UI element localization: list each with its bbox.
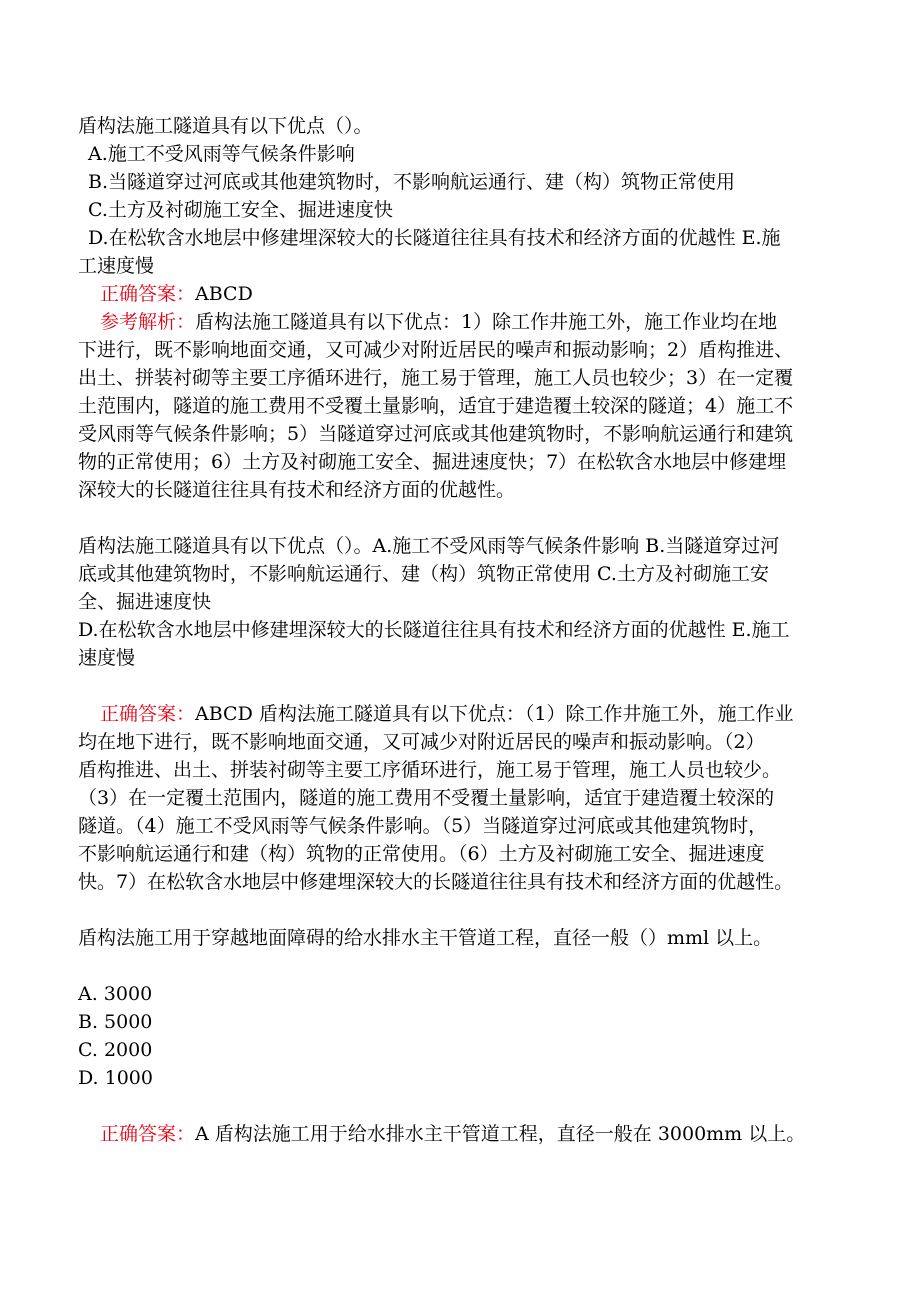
q2-line-1: 盾构法施工隧道具有以下优点（）。A.施工不受风雨等气候条件影响 B.当隧道穿过河: [78, 535, 780, 557]
q1-option-d: D.在松软含水地层中修建埋深较大的长隧道往往具有技术和经济方面的优越性 E.施: [88, 227, 781, 249]
q2-answer-line-1: 正确答案：ABCD 盾构法施工隧道具有以下优点：（1）除工作井施工外，施工作业: [100, 703, 794, 725]
q1-analysis-line-3: 出土、拼装衬砌等主要工序循环进行，施工易于管理，施工人员也较少；3）在一定覆: [78, 367, 794, 389]
q2-line-4: D.在松软含水地层中修建埋深较大的长隧道往往具有技术和经济方面的优越性 E.施工: [78, 619, 790, 641]
q2-answer-line-5: 隧道。（4）施工不受风雨等气候条件影响。（5）当隧道穿过河底或其他建筑物时，: [78, 815, 768, 837]
q2-line-5: 速度慢: [78, 647, 136, 669]
q1-option-a: A.施工不受风雨等气候条件影响: [88, 143, 355, 165]
q3-answer-label: 正确答案：: [100, 1123, 196, 1145]
q1-option-c: C.土方及衬砌施工安全、掘进速度快: [88, 199, 393, 221]
q1-answer-value: ABCD: [195, 283, 253, 305]
q2-answer-line-2: 均在地下进行，既不影响地面交通，又可减少对附近居民的噪声和振动影响。（2）: [78, 731, 765, 753]
q2-line-2: 底或其他建筑物时，不影响航运通行、建（构）筑物正常使用 C.土方及衬砌施工安: [78, 563, 769, 585]
q1-stem: 盾构法施工隧道具有以下优点（）。: [78, 115, 373, 137]
q3-option-c: C. 2000: [78, 1039, 153, 1061]
q1-analysis-label: 参考解析：: [100, 311, 196, 333]
q1-analysis-line-2: 下进行，既不影响地面交通，又可减少对附近居民的噪声和振动影响；2）盾构推进、: [78, 339, 794, 361]
q1-analysis-line-1: 参考解析：盾构法施工隧道具有以下优点：1）除工作井施工外，施工作业均在地: [100, 311, 778, 333]
q2-answer-line-4: （3）在一定覆土范围内，隧道的施工费用不受覆土量影响，适宜于建造覆土较深的: [78, 787, 775, 809]
q1-analysis-line-5: 受风雨等气候条件影响；5）当隧道穿过河底或其他建筑物时，不影响航运通行和建筑: [78, 423, 794, 445]
q3-stem: 盾构法施工用于穿越地面障碍的给水排水主干管道工程，直径一般（）mml 以上。: [78, 927, 773, 949]
q1-option-b: B.当隧道穿过河底或其他建筑物时，不影响航运通行、建（构）筑物正常使用: [88, 171, 736, 193]
q1-analysis-line-7: 深较大的长隧道往往具有技术和经济方面的优越性。: [78, 479, 516, 501]
q3-answer-value: A 盾构法施工用于给水排水主干管道工程，直径一般在 3000mm 以上。: [195, 1123, 806, 1145]
q2-answer-line-3: 盾构推进、出土、拼装衬砌等主要工序循环进行，施工易于管理，施工人员也较少。: [78, 759, 782, 781]
q3-option-a: A. 3000: [78, 983, 153, 1005]
q3-option-b: B. 5000: [78, 1011, 153, 1033]
q2-line-3: 全、掘进速度快: [78, 591, 212, 613]
q2-answer-line-6: 不影响航运通行和建（构）筑物的正常使用。（6）土方及衬砌施工安全、掘进速度: [78, 843, 765, 865]
q1-answer-label: 正确答案：: [100, 283, 196, 305]
q3-answer: [100, 1120, 805, 1148]
q2-answer-label: 正确答案：: [100, 703, 196, 725]
q1-option-e-continued: 工速度慢: [78, 255, 155, 277]
q3-option-d: D. 1000: [78, 1067, 153, 1089]
q2-answer-line-7: 快。7）在松软含水地层中修建埋深较大的长隧道往往具有技术和经济方面的优越性。: [78, 871, 794, 893]
q1-analysis-line-4: 土范围内，隧道的施工费用不受覆土量影响，适宜于建造覆土较深的隧道；4）施工不: [78, 395, 794, 417]
q1-analysis-line-6: 物的正常使用；6）土方及衬砌施工安全、掘进速度快；7）在松软含水地层中修建埋: [78, 451, 787, 473]
q1-answer: [100, 280, 253, 308]
